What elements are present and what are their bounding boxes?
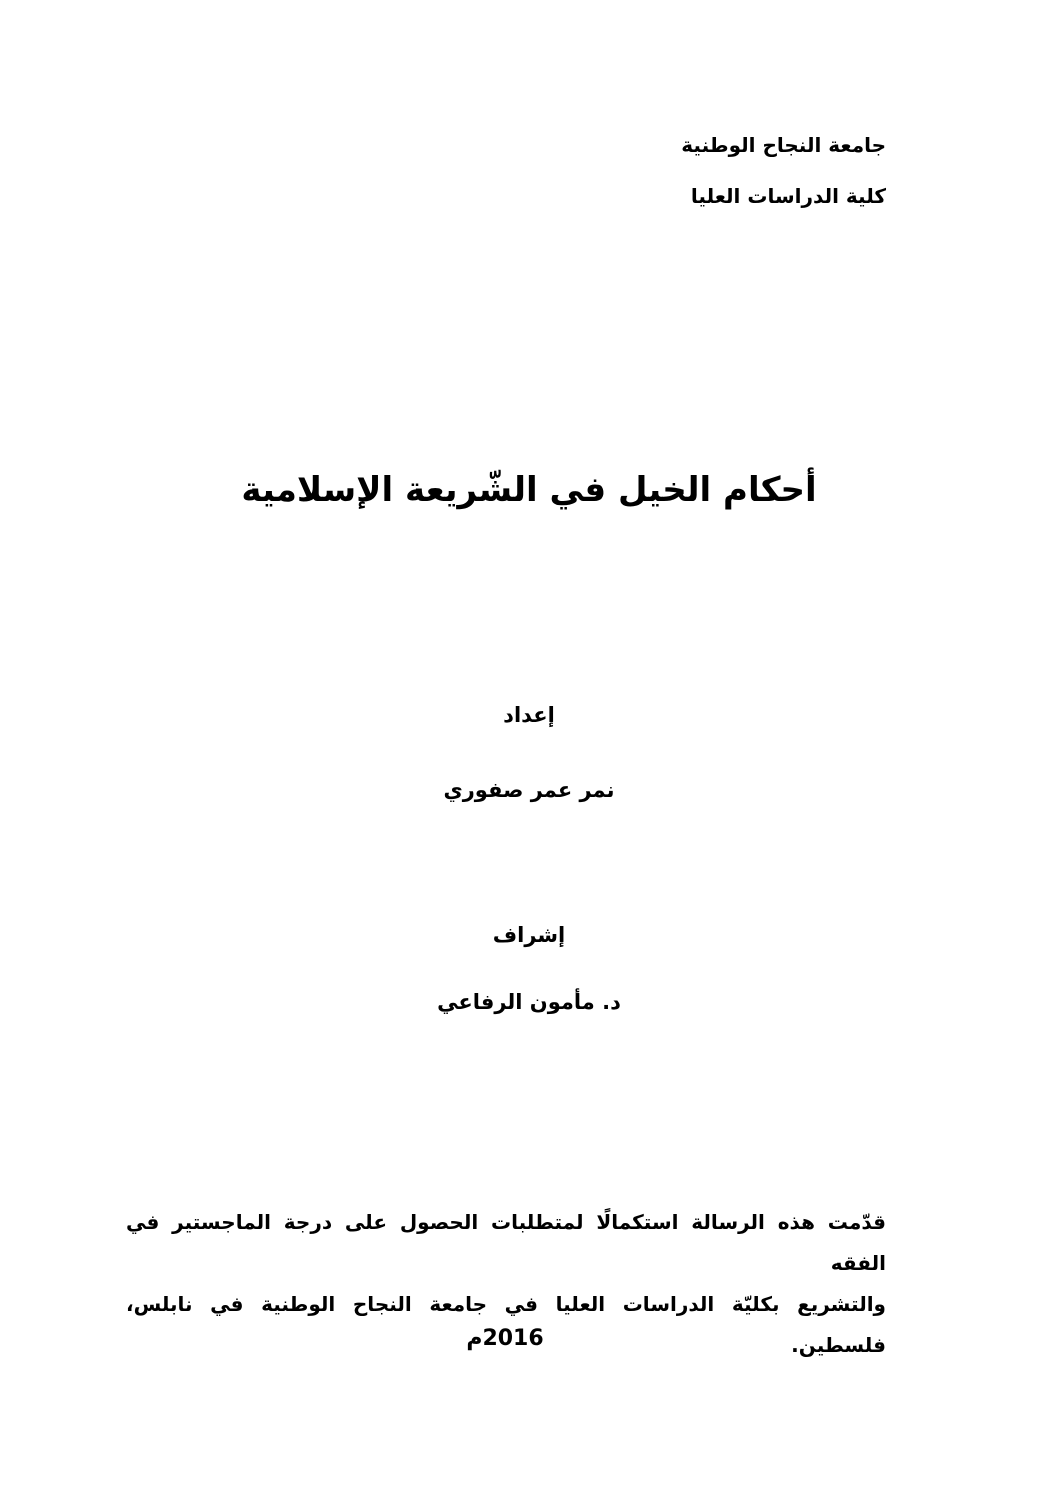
prepared-by-label: إعداد: [503, 703, 555, 727]
supervision-label: إشراف: [492, 923, 566, 947]
author-name: نمر عمر صفوري: [443, 778, 615, 802]
supervisor-name: د. مأمون الرفاعي: [437, 990, 621, 1014]
university-name: جامعة النجاح الوطنية: [681, 133, 886, 157]
submission-line-2: والتشريع بكليّة الدراسات العليا في جامعة النجاح الوطنية في نابلس، فلسطين.: [126, 1292, 886, 1357]
college-name: كلية الدراسات العليا: [690, 184, 886, 208]
thesis-title: أحكام الخيل في الشّريعة الإسلامية: [241, 470, 817, 510]
submission-year: 2016م: [466, 1326, 544, 1351]
submission-line-1: قدّمت هذه الرسالة استكمالًا لمتطلبات الحصول على درجة الماجستير في الفقه: [126, 1210, 886, 1275]
